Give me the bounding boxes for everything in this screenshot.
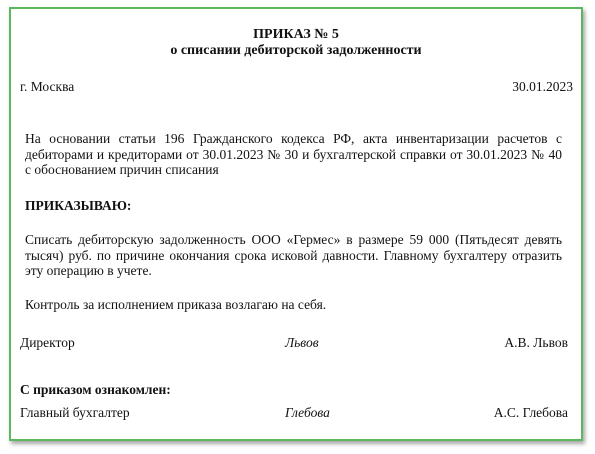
accountant-name: А.С. Глебова	[493, 405, 568, 420]
order-title: ПРИКАЗ № 5	[253, 27, 339, 42]
director-signature: Львов	[285, 335, 319, 350]
accountant-signature: Глебова	[285, 405, 330, 420]
document-frame	[9, 7, 583, 441]
director-position: Директор	[20, 335, 75, 350]
city: г. Москва	[20, 79, 75, 94]
control-paragraph: Контроль за исполнением приказа возлагаю на себя.	[25, 297, 327, 312]
order-date: 30.01.2023	[512, 79, 573, 94]
order-heading: ПРИКАЗЫВАЮ:	[25, 198, 132, 213]
accountant-position: Главный бухгалтер	[20, 405, 130, 420]
director-name: А.В. Львов	[504, 335, 568, 350]
basis-paragraph: На основании статьи 196 Гражданского кодекса РФ, акта инвентаризации расчетов с дебиторами и кредиторами от 30.01.2023 № 30 и бухгалтерской справки от 30.01.2023 № 40 с обоснованием причин списания	[25, 131, 562, 177]
order-subtitle: о списании дебиторской задолженности	[170, 43, 422, 58]
acknowledged-heading: С приказом ознакомлен:	[20, 382, 171, 397]
order-paragraph: Списать дебиторскую задолженность ООО «Гермес» в размере 59 000 (Пятьдесят девять тысяч) руб. по причине окончания срока исковой давности. Главному бухгалтеру отразить эту операцию в учете.	[25, 232, 562, 278]
